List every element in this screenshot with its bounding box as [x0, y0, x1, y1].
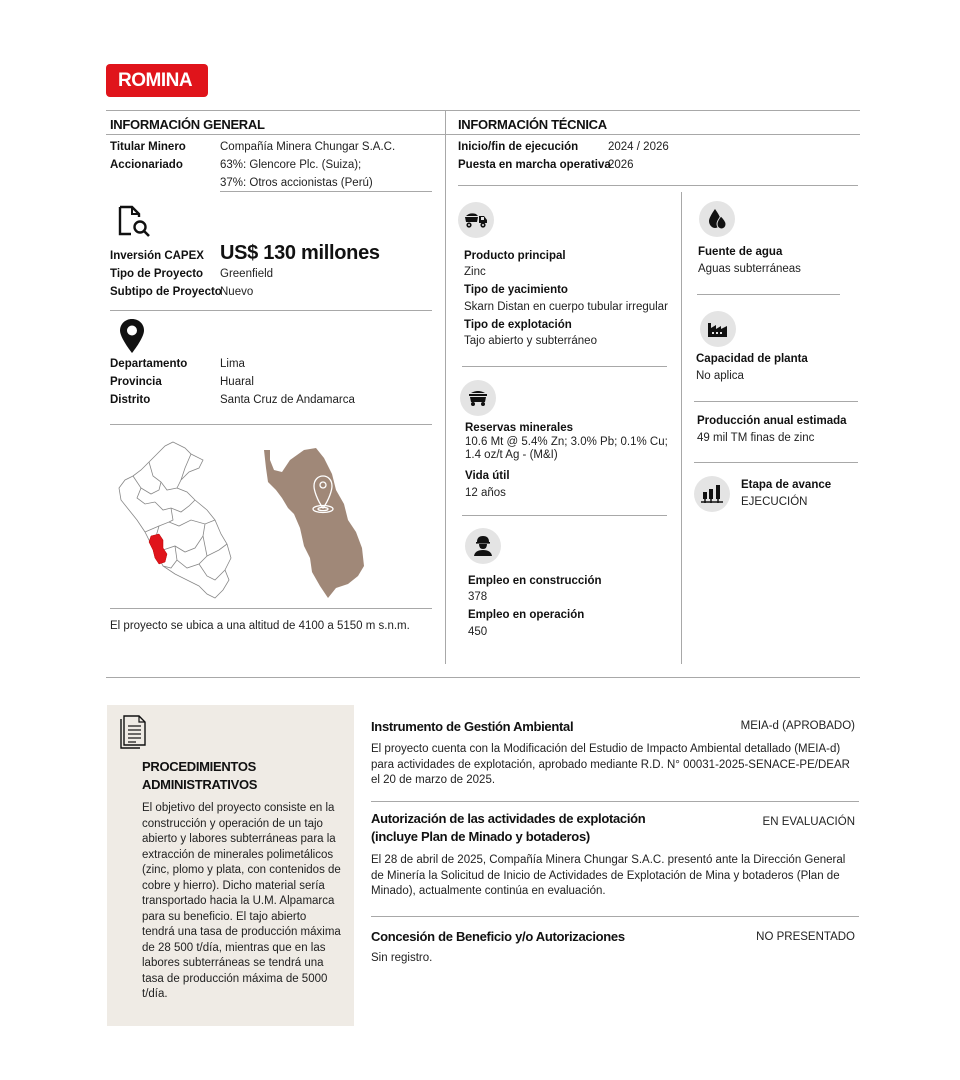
etapa-value: EJECUCIÓN [741, 496, 808, 508]
divider [694, 462, 858, 463]
produccion-value: 49 mil TM finas de zinc [697, 432, 815, 444]
provincia-label: Provincia [110, 376, 162, 388]
reservas-label: Reservas minerales [465, 422, 574, 434]
location-pin-icon [119, 318, 145, 357]
factory-icon [707, 320, 729, 338]
puesta-label: Puesta en marcha operativa [458, 159, 611, 171]
mine-cart-icon-circle [460, 380, 496, 416]
mine-cart-icon [467, 389, 489, 407]
empleo-construccion-value: 378 [468, 591, 488, 603]
divider [106, 110, 860, 111]
etapa-label: Etapa de avance [741, 479, 832, 491]
factory-icon-circle [700, 311, 736, 347]
departamento-value: Lima [220, 358, 245, 370]
explotacion-label: Tipo de explotación [464, 319, 572, 331]
divider [462, 515, 667, 516]
procedure-item-status: EN EVALUACIÓN [762, 816, 855, 828]
divider [371, 801, 859, 802]
distrito-label: Distrito [110, 394, 151, 406]
capex-label: Inversión CAPEX [110, 250, 204, 262]
explotacion-value: Tajo abierto y subterráneo [464, 335, 597, 347]
vida-util-label: Vida útil [465, 470, 510, 482]
province-map [260, 448, 380, 601]
truck-icon-circle [458, 202, 494, 238]
divider [110, 310, 432, 311]
procedure-item-body: El 28 de abril de 2025, Compañía Minera Chungar S.A.C. presentó ante la Dirección General de Minería la Solicitud de Inicio de Actividades de Explotación de Mina y botaderos (Plan de Minado), actualmente continúa en evaluación. [371, 854, 846, 897]
puesta-value: 2026 [608, 159, 634, 171]
producto-label: Producto principal [464, 250, 566, 262]
titular-value: Compañía Minera Chungar S.A.C. [220, 141, 396, 153]
worker-icon-circle [465, 528, 501, 564]
yacimiento-value: Skarn Distan en cuerpo tubular irregular [464, 301, 668, 313]
distrito-value: Santa Cruz de Andamarca [220, 394, 355, 406]
titular-label: Titular Minero [110, 141, 186, 153]
agua-value: Aguas subterráneas [698, 263, 801, 275]
provincia-value: Huaral [220, 376, 254, 388]
document-list-icon [118, 714, 148, 753]
general-section-title: INFORMACIÓN GENERAL [110, 117, 265, 132]
progress-stage-icon [700, 484, 724, 504]
reservas-value-1: 10.6 Mt @ 5.4% Zn; 3.0% Pb; 0.1% Cu; [465, 436, 668, 448]
divider [694, 401, 858, 402]
agua-label: Fuente de agua [698, 246, 783, 258]
divider [458, 185, 858, 186]
vida-util-value: 12 años [465, 487, 506, 499]
capex-value: US$ 130 millones [220, 242, 380, 264]
water-icon-circle [699, 201, 735, 237]
procedure-item-body: Sin registro. [371, 952, 433, 964]
procedure-item-title: Autorización de las actividades de explotación (incluye Plan de Minado y botaderos) [371, 811, 646, 844]
document-search-icon [117, 205, 153, 242]
column-divider [445, 110, 446, 664]
procedure-item-status: MEIA-d (APROBADO) [740, 720, 855, 732]
divider [110, 608, 432, 609]
procedure-item-title: Instrumento de Gestión Ambiental [371, 719, 574, 734]
accionariado-label: Accionariado [110, 159, 183, 171]
worker-helmet-icon [472, 535, 494, 557]
inicio-label: Inicio/fin de ejecución [458, 141, 579, 153]
procedure-item-status: NO PRESENTADO [756, 931, 855, 943]
reservas-value-2: 1.4 oz/t Ag - (M&I) [465, 449, 558, 461]
departamento-label: Departamento [110, 358, 188, 370]
peru-map [115, 440, 235, 605]
divider [371, 916, 859, 917]
tipo-proyecto-value: Greenfield [220, 268, 274, 280]
divider [106, 134, 860, 135]
tipo-proyecto-label: Tipo de Proyecto [110, 268, 204, 280]
procedures-title-line-2: ADMINISTRATIVOS [142, 777, 258, 792]
subtipo-proyecto-label: Subtipo de Proyecto [110, 286, 222, 298]
inicio-value: 2024 / 2026 [608, 141, 669, 153]
procedure-item-body: El proyecto cuenta con la Modificación del Estudio de Impacto Ambiental detallado (MEIA-d) para actividades de explotación, aprobado mediante R.D. N° 00031-2025-SENACE-PE/DEAR el 20 de marzo de 2025. [371, 743, 850, 786]
subtipo-proyecto-value: Nuevo [220, 286, 254, 298]
divider [110, 424, 432, 425]
accionariado-value-1: 63%: Glencore Plc. (Suiza); [220, 159, 362, 171]
divider [220, 191, 432, 192]
project-name-tag: ROMINA [106, 64, 208, 97]
capacidad-value: No aplica [696, 370, 744, 382]
divider [697, 294, 840, 295]
capacidad-label: Capacidad de planta [696, 353, 808, 365]
yacimiento-label: Tipo de yacimiento [464, 284, 568, 296]
dump-truck-icon [464, 211, 488, 229]
divider [462, 366, 667, 367]
technical-section-title: INFORMACIÓN TÉCNICA [458, 117, 607, 132]
procedure-item-title: Concesión de Beneficio y/o Autorizaciones [371, 929, 625, 944]
empleo-operacion-value: 450 [468, 626, 488, 638]
empleo-construccion-label: Empleo en construcción [468, 575, 602, 587]
procedures-description: El objetivo del proyecto consiste en la construcción y operación de un tajo abierto y labores subterráneas para la extracción de minerales polimetálicos (zinc, plomo y plata, con contenidos de cobre y hierro). Dicho material sería transportado hacia la U.M. Alpamarca para su beneficio. El tajo abierto tendrá una tasa de producción máxima de 28 500 t/día, mientras que en las labores subterráneas se tendrá una tasa de producción máxima de 5000 t/día. [142, 802, 341, 1000]
produccion-label: Producción anual estimada [697, 415, 847, 427]
column-divider [681, 192, 682, 664]
accionariado-value-2: 37%: Otros accionistas (Perú) [220, 177, 373, 189]
divider [106, 677, 860, 678]
procedures-title-line-1: PROCEDIMIENTOS [142, 759, 257, 774]
altitude-note: El proyecto se ubica a una altitud de 4100 a 5150 m s.n.m. [110, 620, 410, 632]
stage-icon-circle [694, 476, 730, 512]
water-drop-icon [707, 208, 727, 230]
empleo-operacion-label: Empleo en operación [468, 609, 585, 621]
producto-value: Zinc [464, 266, 486, 278]
